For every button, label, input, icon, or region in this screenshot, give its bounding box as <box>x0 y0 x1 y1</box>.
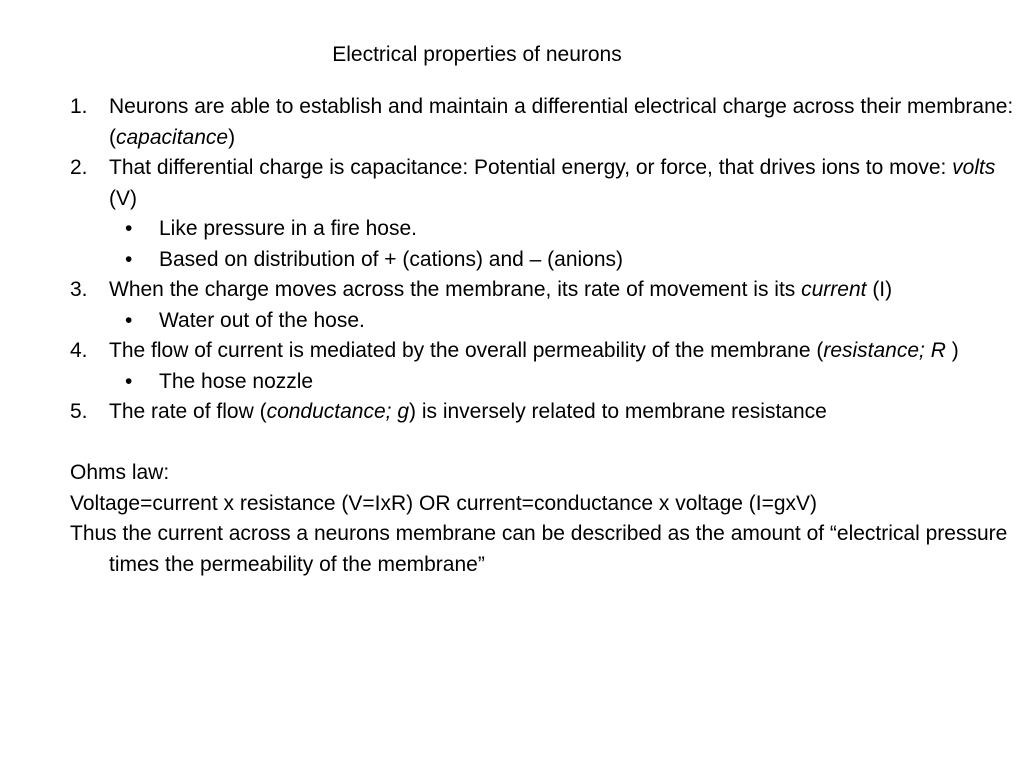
bullet-icon: • <box>125 369 133 393</box>
ohms-conclusion: Thus the current across a neurons membrane can be described as the amount of “electrical pressure times the permeability of the membrane” <box>70 522 1008 576</box>
sub-bullet-text: Like pressure in a fire hose. <box>159 217 417 240</box>
ohms-heading: Ohms law: <box>70 461 170 484</box>
sub-bullet <box>70 214 1015 245</box>
list-item-2 <box>70 153 1015 214</box>
list-item-5 <box>70 397 1015 428</box>
item-term: conductance; g <box>266 400 409 423</box>
item-text: That differential charge is capacitance: Potential energy, or force, that drives ions to move: <box>109 156 953 179</box>
item-term: resistance; R <box>823 339 946 362</box>
item-text: Neurons are able to establish and maintain a differential electrical charge across their membrane: ( <box>109 95 1014 149</box>
list-item-4 <box>70 336 1015 367</box>
item-number: 2. <box>70 156 88 179</box>
item-term: capacitance <box>116 125 229 149</box>
item-number: 3. <box>70 278 88 301</box>
ohms-formula: Voltage=current x resistance (V=IxR) OR current=conductance x voltage (I=gxV) <box>70 491 818 515</box>
item-term: volts <box>952 156 996 179</box>
sub-bullet-text: Based on distribution of + (cations) and – (anions) <box>159 247 624 271</box>
item-number: 1. <box>70 95 88 118</box>
bullet-icon: • <box>125 217 133 240</box>
item-text-end: ) <box>228 125 236 149</box>
sub-bullet-text: Water out of the hose. <box>159 308 365 332</box>
sub-bullet <box>70 306 1015 337</box>
item-text-end: (V) <box>109 186 137 210</box>
slide-title: Electrical properties of neurons <box>332 43 622 66</box>
list-item-1 <box>70 92 1015 153</box>
item-text: The flow of current is mediated by the overall permeability of the membrane ( <box>109 339 824 362</box>
item-text-end: ) <box>945 339 959 362</box>
item-text: The rate of flow ( <box>109 400 267 423</box>
item-text: When the charge moves across the membrane, its rate of movement is its <box>109 278 802 301</box>
item-number: 5. <box>70 400 88 423</box>
item-text-end: ) is inversely related to membrane resistance <box>409 400 827 423</box>
item-number: 4. <box>70 339 88 362</box>
sub-bullet-text: The hose nozzle <box>159 369 314 393</box>
list-item-3 <box>70 275 1015 306</box>
bullet-icon: • <box>125 308 133 332</box>
item-text-end: (I) <box>866 278 893 301</box>
sub-bullet <box>70 245 1015 276</box>
sub-bullet <box>70 367 1015 398</box>
slide-body <box>70 92 1015 580</box>
item-term: current <box>801 278 867 301</box>
spacer <box>70 428 1015 459</box>
bullet-icon: • <box>125 247 133 271</box>
